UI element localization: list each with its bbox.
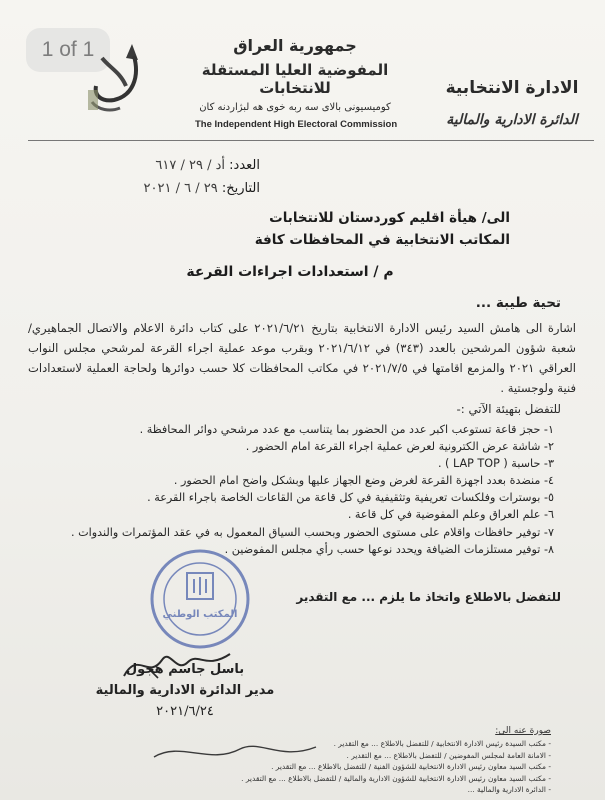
stamp-label: المكتب الوطني	[162, 609, 238, 620]
reference-date-row	[60, 181, 260, 196]
reference-date-label: التاريخ:	[221, 181, 260, 196]
letterhead-right	[437, 78, 587, 128]
closing-line: للتفضل بالاطلاع واتخاذ ما يلزم ... مع التقدير	[296, 590, 561, 604]
cc-row: - الدائرة الادارية والمالية ...	[467, 785, 551, 795]
list-item: ٨- توفير مستلزمات الضيافة ويحدد نوعها حسب رأي مجلس المفوضين .	[224, 542, 554, 556]
greeting: تحية طيبة ...	[475, 295, 561, 311]
commission-name-en: The Independent High Electoral Commission	[195, 119, 398, 130]
intro-paragraph: اشارة الى هامش السيد رئيس الادارة الانتخابية بتاريخ ٢٠٢١/٦/٢١ على كتاب دائرة الاعلام والاتصال الجماهيري/ شعبة شؤون المرشحين بالعدد (٣٤٣) في ٢٠٢١/٦/١٢ وبقرب موعد عملية اجراء القرعة لمرشحي مجلس النواب العراقي ٢٠٢١ والمزمع اقامتها في ٢٠٢١/٧/٥ في مكاتب المحافظات كلا حسب دوائرها ولحاجة العملية لاستعدادات فنية ولوجستية .	[28, 321, 577, 395]
handwritten-annotation	[150, 735, 320, 769]
requirements-list	[60, 421, 554, 558]
signer-date: ٢٠٢١/٦/٢٤	[156, 704, 214, 719]
division-name: الدائرة الادارية والمالية	[446, 112, 578, 128]
list-item: ٥- بوسترات وفلكسات تعريفية وتثقيفية في كل قاعة من القاعات الخاصة باجراء القرعة .	[147, 491, 554, 505]
cc-heading: صورة عنه الى:	[495, 726, 551, 736]
list-item: ٣- حاسبة ( LAP TOP ) .	[437, 457, 554, 471]
signer-name: باسل جاسم هجول	[125, 662, 245, 677]
country-name: جمهورية العراق	[233, 36, 357, 55]
reference-date-value: ٢٩ / ٦ / ٢٠٢١	[143, 181, 218, 196]
letterhead-center	[195, 36, 398, 130]
recipient-line-1: الى/ هيأة اقليم كوردستان للانتخابات	[269, 210, 510, 226]
letter-subject: م / استعدادات اجراءات القرعة	[186, 264, 394, 280]
commission-logo-icon	[80, 38, 150, 118]
list-item: ٧- توفير حافظات واقلام على مستوى الحضور وبحسب السياق المعمول به في عقد المؤتمرات والندوات .	[71, 525, 554, 539]
recipient-block	[180, 210, 510, 254]
list-item: ٤- منضدة بعدد اجهزة القرعة لغرض وضع الجهاز عليها وبشكل واضح امام الحضور .	[173, 474, 554, 488]
signer-block	[95, 662, 275, 719]
page-indicator: 1 of 1	[26, 28, 110, 72]
commission-name-ku: كوميسيونى بالاى سه ربه خوى هه لبژاردنه كان	[199, 102, 391, 113]
department-name: الادارة الانتخابية	[445, 78, 579, 98]
reference-block	[60, 158, 260, 204]
request-line: للتفضل بتهيئة الآتي :-	[456, 402, 561, 416]
reference-number-row	[60, 158, 260, 173]
cc-row: - مكتب السيدة رئيس الادارة الانتخابية / للتفضل بالاطلاع ... مع التقدير .	[333, 739, 551, 748]
list-item: ٢- شاشة عرض الكترونية لعرض عملية اجراء القرعة امام الحضور .	[245, 440, 554, 454]
cc-row: - مكتب السيد معاون رئيس الادارة الانتخابية للشؤون الادارية والمالية / للتفضل بالاطلاع ... مع التقدير .	[241, 773, 551, 783]
cc-row: - مكتب السيد معاون رئيس الادارة الانتخابية للشؤون الفنية / للتفضل بالاطلاع ... مع التقدير .	[271, 762, 551, 772]
cc-row: - الامانة العامة لمجلس المفوضين / للتفضل بالاطلاع ... مع التقدير .	[346, 750, 551, 760]
list-item: ١- حجز قاعة تستوعب اكبر عدد من الحضور بما يتناسب مع عدد مرشحي دوائر المحافظة .	[139, 423, 554, 436]
reference-number-value: أد / ٢٩ / ٦١٧	[155, 158, 226, 173]
recipient-line-2: المكاتب الانتخابية في المحافظات كافة	[254, 232, 510, 248]
signer-title: مدير الدائرة الادارية والمالية	[95, 683, 275, 698]
header-divider	[28, 140, 594, 141]
reference-number-label: العدد:	[229, 158, 260, 173]
list-item: ٦- علم العراق وعلم المفوضية في كل قاعة .	[347, 508, 554, 522]
commission-name-ar: المفوضية العليا المستقلة للانتخابات	[201, 61, 389, 97]
